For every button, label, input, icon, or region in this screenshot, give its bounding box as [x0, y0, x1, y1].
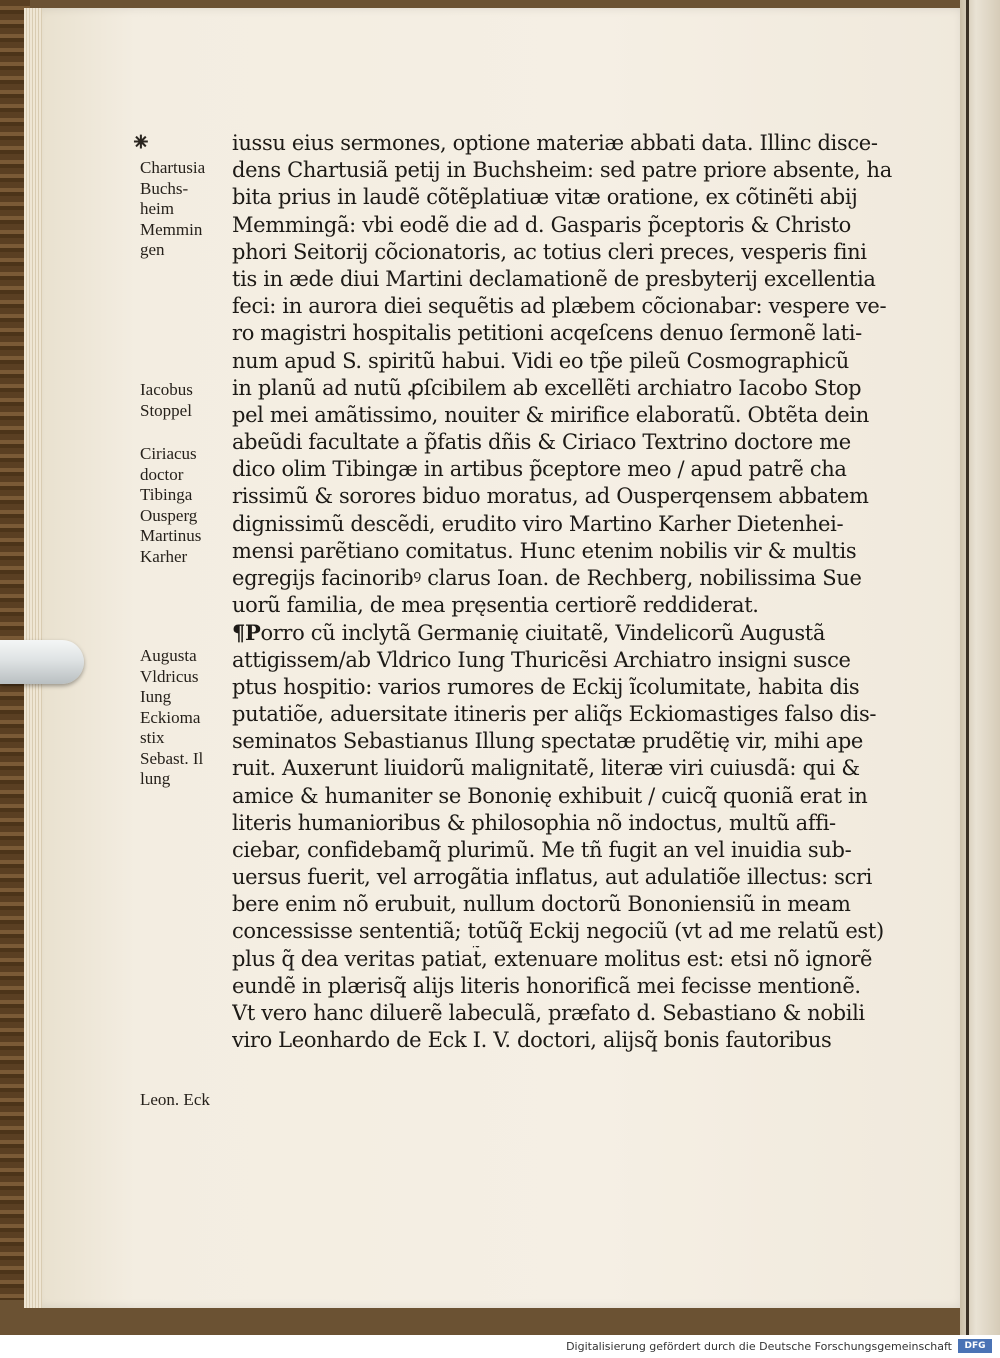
text-line: iussu eius sermones, optione materiæ abbati data. Illinc disce-: [232, 131, 878, 155]
margin-note-line: Karher: [140, 546, 188, 566]
funding-credit: Digitalisierung gefördert durch die Deutsche Forschungsgemeinschaft: [566, 1340, 952, 1353]
margin-note-line: Ciriacus: [140, 444, 197, 463]
text-line: phori Seitorij cõcionatoris, ac totius cleri preces, vesperis fini: [232, 239, 867, 264]
text-line: ptus hospitio: varios rumores de Eckij ĩcolumitate, habita dis: [232, 674, 860, 699]
margin-note-ciriacus: [140, 444, 201, 567]
margin-note-line: gen: [140, 240, 165, 259]
text-line: amice & humaniter se Bononię exhibuit / cuicq̃ quoniã erat in: [232, 783, 868, 808]
text-line: ro magistri hospitalis petitioni acqeſcens denuo ſermonẽ lati-: [232, 321, 862, 346]
margin-note-line: Iung: [140, 687, 172, 706]
text-line: seminatos Sebastianus Illung spectatæ prudẽtię vir, mihi ape: [232, 729, 863, 754]
main-text-block: [232, 130, 912, 1054]
margin-note-chartusia: [140, 158, 205, 261]
text-line: uersus fuerit, vel arrogãtia inflatus, aut adulatiõe illectus: scri: [232, 865, 873, 890]
text-line: mensi parẽtiano comitatus. Hunc etenim nobilis vir & multis: [232, 538, 857, 563]
text-line: ¶Porro cũ inclytã Germanię ciuitatẽ, Vindelicorũ Augustã: [232, 620, 826, 646]
text-line: ruit. Auxerunt liuidorũ malignitatẽ, literæ viri cuiusdã: qui &: [232, 756, 860, 781]
margin-note-line: Leon. Eck: [140, 1090, 210, 1109]
text-line: dignissimũ descẽdi, erudito viro Martino Karher Dietenhei-: [232, 511, 844, 536]
margin-note-line: Augusta: [140, 646, 197, 665]
margin-note-line: Sebast. Il: [140, 748, 204, 768]
margin-note-line: Chartusia: [140, 158, 206, 177]
text-line: num apud S. spiritũ habui. Vidi eo tp̃e pileũ Cosmographicũ: [232, 348, 849, 373]
text-line: ciebar, confidebamq̃ plurimũ. Me tñ fugit an vel inuidia sub-: [232, 837, 852, 862]
text-line: dens Chartusiã petij in Buchsheim: sed patre priore absente, ha: [232, 158, 892, 183]
text-line: abeũdi facultate a p̃fatis dñis & Ciriaco Textrino doctore me: [232, 430, 851, 455]
margin-note-line: Buchs-: [140, 178, 189, 198]
text-line: viro Leonhardo de Eck I. V. doctori, alijsq̃ bonis fautoribus: [232, 1028, 832, 1053]
margin-note-line: doctor: [140, 464, 184, 484]
margin-note-line: Memmin: [140, 219, 203, 239]
text-line: dico olim Tibingæ in artibus p̃ceptore meo / apud patrẽ cha: [232, 457, 847, 482]
margin-note-line: Iacobus: [140, 380, 193, 399]
margin-note-leon: [140, 1090, 210, 1111]
margin-note-line: Stoppel: [140, 400, 192, 420]
text-line: rissimũ & sorores biduo moratus, ad Ousperqensem abbatem: [232, 484, 869, 509]
text-line: feci: in aurora diei sequẽtis ad plæbem cõcionabar: vespere ve-: [232, 294, 887, 319]
dfg-logo: DFG: [958, 1339, 992, 1353]
text-line: Memmingã: vbi eodẽ die ad d. Gasparis p̃ceptoris & Christo: [232, 212, 851, 237]
text-line: egregijs facinoribꝰ clarus Ioan. de Rechberg, nobilissima Sue: [232, 566, 862, 590]
text-line: eundẽ in plærisq̃ alijs literis honorificã mei fecisse mentionẽ.: [232, 973, 861, 998]
margin-note-line: Ousperg: [140, 505, 198, 525]
text-line: Vt vero hanc diluerẽ labeculã, præfato d. Sebastiano & nobili: [232, 1001, 865, 1025]
text-line: bita prius in laudẽ cõtẽplatiuæ vitæ oratione, ex cõtinẽti abij: [232, 185, 858, 210]
text-line: literis humanioribus & philosophia nõ indoctus, multũ affi-: [232, 810, 836, 835]
page-clip: [0, 640, 84, 684]
margin-note-line: stix: [140, 728, 165, 747]
margin-note-line: Martinus: [140, 526, 202, 545]
text-line: pel mei amãtissimo, nouiter & mirifice elaboratũ. Obtẽta dein: [232, 402, 869, 427]
footer: [0, 1335, 1000, 1358]
text-line: in planũ ad nutũ ꝓſcibilem ab excellẽti archiatro Iacobo Stop: [232, 375, 862, 400]
text-line: tis in æde diui Martini declamationẽ de presbyterij excellentia: [232, 266, 876, 291]
margin-note-line: Eckioma: [140, 707, 201, 727]
text-line: putatiõe, aduersitate itineris per aliq̃s Eckiomastiges falso dis-: [232, 701, 877, 726]
page-mark: ⁕: [130, 128, 152, 158]
text-line: bere enim nõ erubuit, nullum doctorũ Bononiensiũ in meam: [232, 892, 851, 917]
margin-note-line: lung: [140, 769, 171, 788]
text-line: uorũ familia, de mea pręsentia certiorẽ reddiderat.: [232, 593, 759, 618]
text-line: attigissem/ab Vldrico Iung Thuricẽsi Archiatro insigni susce: [232, 647, 851, 672]
margin-note-line: heim: [140, 199, 174, 218]
margin-note-line: Vldricus: [140, 666, 199, 686]
margin-note-augusta: [140, 646, 203, 790]
margin-note-iacobus: [140, 380, 193, 421]
margin-note-line: Tibinga: [140, 485, 193, 504]
text-line: concessisse sententiã; totũq̃ Eckij negociũ (vt ad me relatũ est): [232, 919, 884, 944]
text-line: plus q̃ dea veritas patiat̃, extenuare molitus est: etsi nõ ignorẽ: [232, 946, 873, 971]
